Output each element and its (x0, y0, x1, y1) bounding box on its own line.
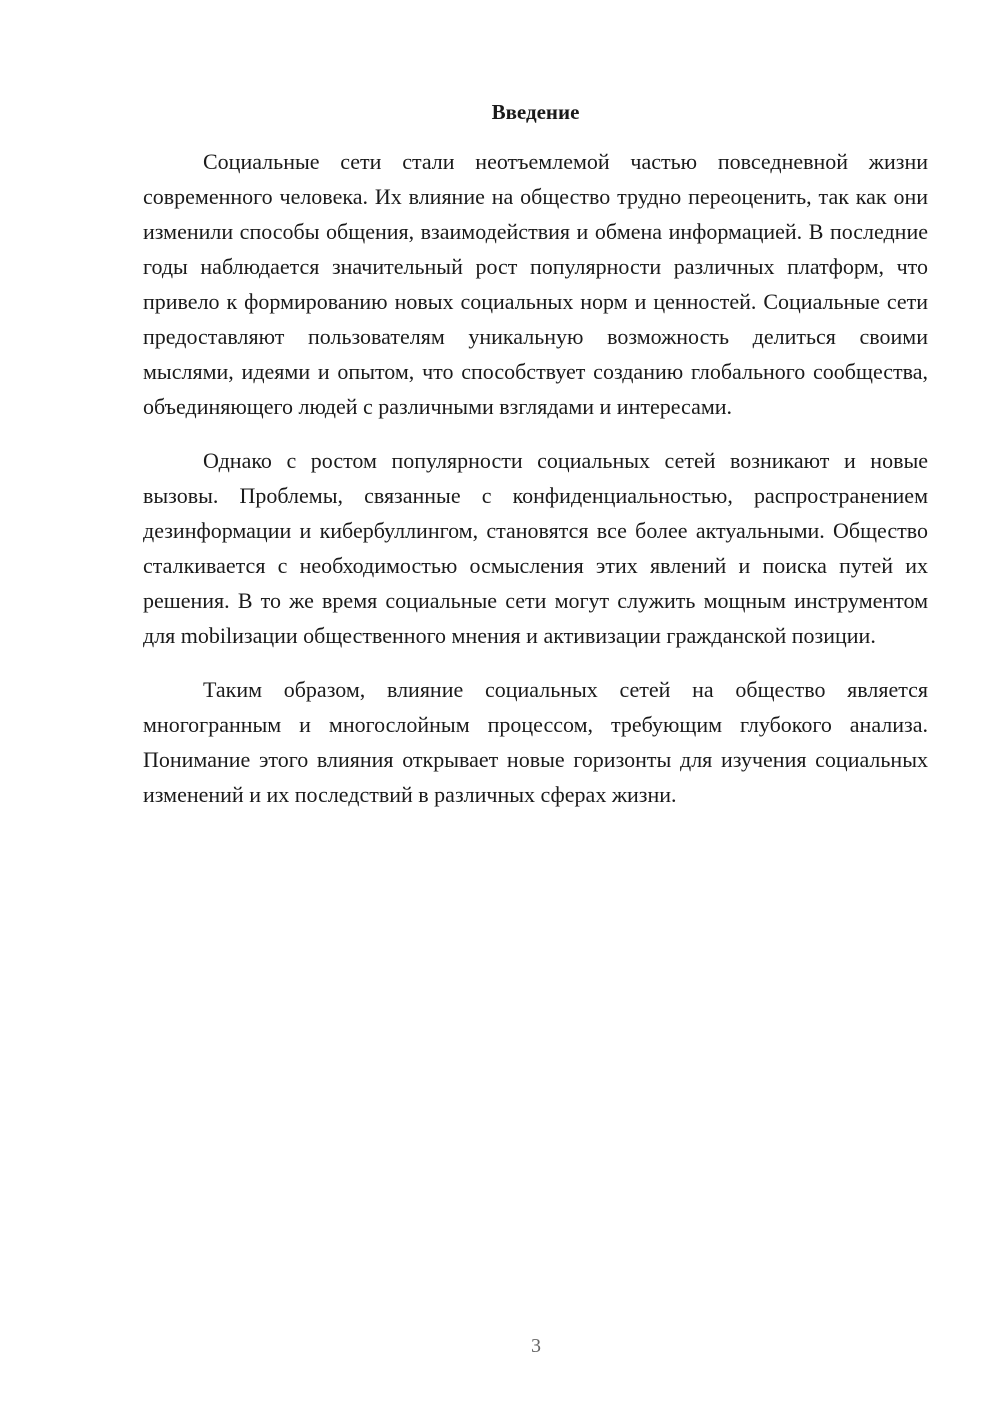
paragraph-2: Однако с ростом популярности социальных сетей возникают и новые вызовы. Проблемы, связанные с конфиденциальностью, распространением дезинформации и кибербуллингом, становятся все более актуальными. Общество сталкивается с необходимостью осмысления этих явлений и поиска путей их решения. В то же время социальные сети могут служить мощным инструментом для mobilизации общественного мнения и активизации гражданской позиции. (143, 448, 928, 648)
paragraph-3: Таким образом, влияние социальных сетей на общество является многогранным и многослойным процессом, требующим глубокого анализа. Понимание этого влияния открывает новые горизонты для изучения социальных изменений и их последствий в различных сферах жизни. (143, 677, 928, 807)
page-number: 3 (531, 1335, 541, 1357)
paragraph-1: Социальные сети стали неотъемлемой частью повседневной жизни современного человека. Их влияние на общество трудно переоценить, так как они изменили способы общения, взаимодействия и обмена информацией. В последние годы наблюдается значительный рост популярности различных платформ, что привело к формированию новых социальных норм и ценностей. Социальные сети предоставляют пользователям уникальную возможность делиться своими мыслями, идеями и опытом, что способствует созданию глобального сообщества, объединяющего людей с различными взглядами и интересами. (143, 149, 928, 419)
section-heading: Введение (491, 100, 580, 124)
body-text (143, 144, 928, 831)
